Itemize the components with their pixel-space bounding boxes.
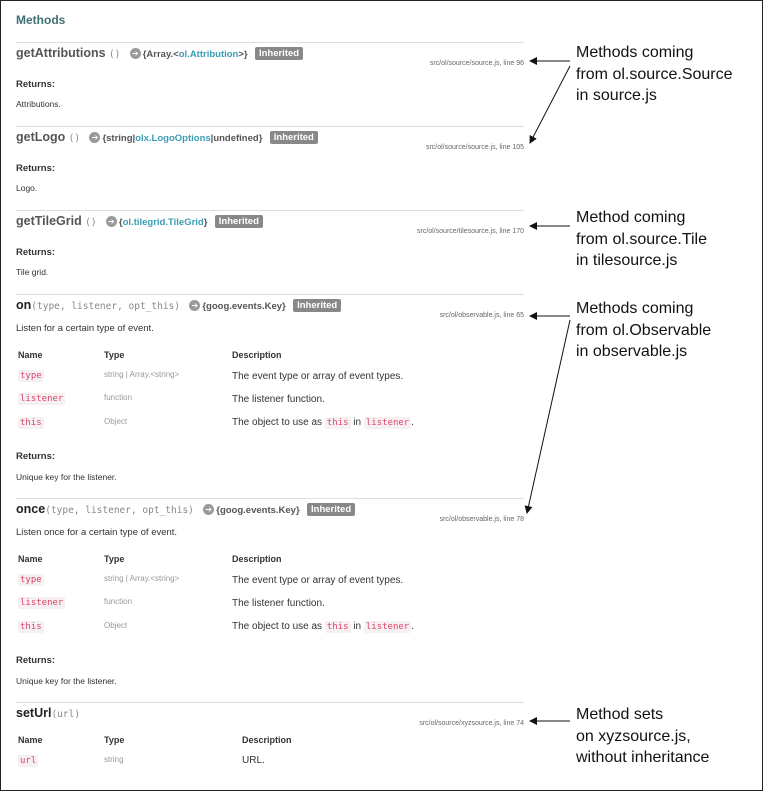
return-type-link[interactable]: ol.Attribution	[178, 49, 239, 60]
annotation-tilesource: Method coming from ol.source.Tile in tilesource.js	[576, 209, 707, 269]
returns-label: Returns:	[16, 247, 56, 258]
param-description: The event type or array of event types.	[232, 371, 404, 382]
returns-description: Attributions.	[16, 99, 61, 109]
method-description: Listen for a certain type of event.	[16, 323, 154, 334]
source-link[interactable]: src/ol/source/xyzsource.js, line 74	[419, 720, 524, 727]
inherited-badge: Inherited	[255, 47, 303, 60]
col-header-name: Name	[18, 350, 43, 360]
return-arrow-icon: ➔	[203, 504, 214, 515]
method-params: (type, listener, opt_this)	[45, 505, 194, 516]
param-type: function	[104, 597, 133, 606]
param-type: string	[104, 755, 124, 764]
return-type-link[interactable]: ol.tilegrid.TileGrid	[122, 217, 204, 228]
returns-description: Logo.	[16, 183, 38, 193]
return-type: {Array.<ol.Attribution>}	[142, 49, 248, 60]
method-name[interactable]: getTileGrid	[16, 214, 82, 228]
col-header-description: Description	[232, 350, 282, 360]
param-name: this	[20, 622, 42, 632]
annotation-observable: Methods coming from ol.Observable in observable.js	[576, 300, 712, 360]
source-link[interactable]: src/ol/source/tilesource.js, line 170	[417, 228, 524, 235]
col-header-description: Description	[242, 735, 292, 745]
param-name: type	[20, 371, 42, 381]
method-name[interactable]: once	[16, 502, 46, 516]
param-name: this	[20, 418, 42, 428]
method-name[interactable]: getAttributions	[16, 46, 106, 60]
param-description: The object to use as this in listener .	[232, 621, 415, 632]
source-link[interactable]: src/ol/observable.js, line 65	[439, 312, 524, 319]
inline-code: this	[326, 622, 349, 632]
param-type: string | Array.<string>	[104, 370, 180, 379]
method-params: ()	[68, 133, 81, 144]
annotation-source: Methods coming from ol.source.Source in source.js	[576, 44, 733, 104]
param-type: function	[104, 393, 133, 402]
returns-label: Returns:	[16, 451, 56, 462]
return-type: {ol.tilegrid.TileGrid}	[118, 217, 208, 228]
param-type: Object	[104, 621, 128, 630]
return-type[interactable]: {goog.events.Key}	[202, 301, 286, 312]
inline-code: listener	[365, 622, 410, 632]
return-type: {string|olx.LogoOptions|undefined}	[102, 133, 263, 144]
method-name[interactable]: getLogo	[16, 130, 66, 144]
method-description: Listen once for a certain type of event.	[16, 527, 178, 538]
inline-code: this	[326, 418, 349, 428]
param-type: string | Array.<string>	[104, 574, 180, 583]
returns-description: Unique key for the listener.	[16, 676, 117, 686]
param-description: The object to use as this in listener .	[232, 417, 415, 428]
return-arrow-icon: ➔	[89, 132, 100, 143]
returns-description: Tile grid.	[16, 267, 49, 277]
method-params: ()	[108, 49, 121, 60]
return-arrow-icon: ➔	[106, 216, 117, 227]
param-description: The event type or array of event types.	[232, 575, 404, 586]
source-link[interactable]: src/ol/observable.js, line 78	[439, 516, 524, 523]
source-link[interactable]: src/ol/source/source.js, line 105	[425, 144, 524, 151]
return-arrow-icon: ➔	[189, 300, 200, 311]
col-header-description: Description	[232, 554, 282, 564]
col-header-name: Name	[18, 554, 43, 564]
col-header-type: Type	[104, 554, 125, 564]
arrow-line	[530, 66, 570, 143]
returns-label: Returns:	[16, 655, 56, 666]
method-name[interactable]: on	[16, 298, 32, 312]
inherited-badge: Inherited	[215, 215, 263, 228]
return-arrow-icon: ➔	[130, 48, 141, 59]
col-header-name: Name	[18, 735, 43, 745]
method-name[interactable]: setUrl	[16, 706, 52, 720]
param-description: The listener function.	[232, 598, 325, 609]
source-link[interactable]: src/ol/source/source.js, line 96	[429, 60, 524, 67]
returns-label: Returns:	[16, 79, 56, 90]
inline-code: listener	[365, 418, 410, 428]
arrow-line	[527, 320, 570, 513]
method-params: ()	[85, 217, 97, 228]
param-name: listener	[20, 598, 64, 608]
param-description: URL.	[242, 755, 265, 766]
annotation-xyzsource: Method sets on xyzsource.js, without inheritance	[576, 706, 710, 766]
inherited-badge: Inherited	[270, 131, 318, 144]
method-params: (url)	[51, 709, 81, 720]
methods-heading: Methods	[16, 13, 66, 27]
param-name: url	[20, 756, 37, 766]
return-type-link[interactable]: olx.LogoOptions	[135, 133, 211, 144]
col-header-type: Type	[104, 735, 125, 745]
return-type[interactable]: {goog.events.Key}	[216, 505, 300, 516]
returns-label: Returns:	[16, 163, 56, 174]
col-header-type: Type	[104, 350, 125, 360]
param-description: The listener function.	[232, 394, 325, 405]
returns-description: Unique key for the listener.	[16, 472, 117, 482]
param-name: type	[20, 575, 42, 585]
param-type: Object	[104, 417, 128, 426]
method-params: (type, listener, opt_this)	[31, 301, 180, 312]
param-name: listener	[20, 394, 64, 404]
inherited-badge: Inherited	[307, 503, 355, 516]
inherited-badge: Inherited	[293, 299, 341, 312]
